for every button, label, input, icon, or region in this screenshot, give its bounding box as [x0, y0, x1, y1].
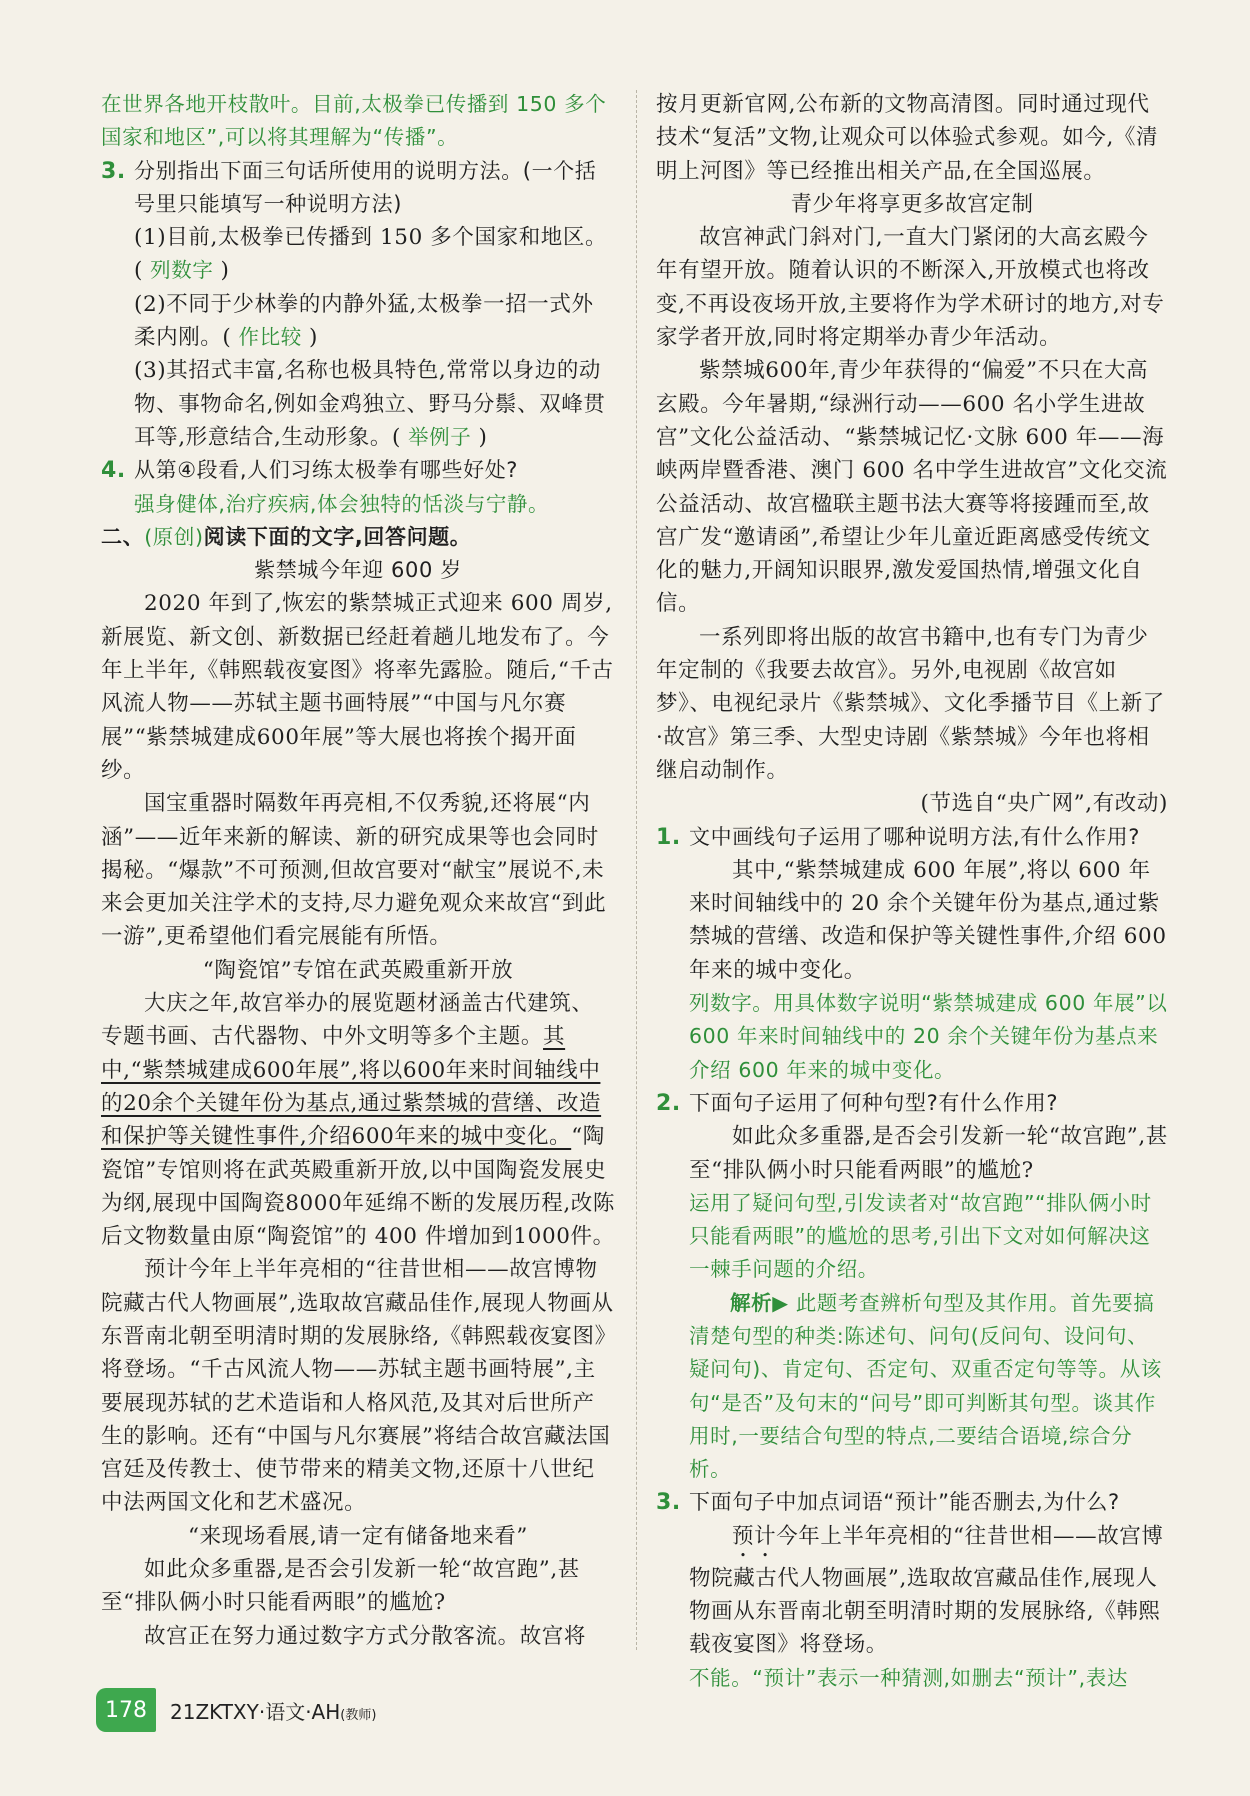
- answer-text: 作比较: [231, 325, 309, 350]
- analysis-text: 此题考查辨析句型及其作用。首先要搞清楚句型的种类:陈述句、问句(反问句、设问句、疑问句)、肯定句、否定句、双重否定句等等。从该句“是否”及句末的“问号”即可判断其句型。谈其作用时,一要结合句型的特点,二要结合语境,综合分析。: [689, 1290, 1162, 1482]
- answer-text: 列数字。用具体数字说明“紫禁城建成 600 年展”以 600 年来时间轴线中的 20 余个关键年份为基点来介绍 600 年来的城中变化。: [689, 991, 1168, 1082]
- question-text: 下面句子中加点词语“预计”能否删去,为什么?: [689, 1490, 1120, 1515]
- answer-text: 列数字: [143, 258, 221, 283]
- book-code-text: 21ZKTXY·语文·AH: [170, 1699, 341, 1724]
- paragraph-text: 今年上半年亮相的“往昔世相——故宫博物院藏古代人物画展”,选取故宫藏品佳作,展现人物画从东晋南北朝至明清时期的发展脉络,《韩熙载夜宴图》将登场。“千古风流人物——苏轼主题书画特展”,主要展现苏轼的艺术造诣和人格风范,及其对后世所产生的影响。还有“中国与凡尔赛展”将结合故宫藏法国宫廷及传教士、使节带来的精美文物,还原十八世纪中法两国文化和艺术盛况。: [101, 1257, 614, 1516]
- quoted-sentence: [656, 1520, 1168, 1662]
- section-text: 阅读下面的文字,回答问题。: [203, 524, 472, 549]
- quote-text: 今年上半年亮相的“往昔世相——故宫博物院藏古代人物画展”,选取故宫藏品佳作,展现人物画从东晋南北朝至明清时期的发展脉络,《韩熙载夜宴图》将登场。: [689, 1523, 1164, 1658]
- question-number: 1.: [656, 824, 681, 850]
- sub-question-1: [101, 221, 615, 288]
- page-footer: [96, 1686, 376, 1734]
- paragraph: 紫禁城600年,青少年获得的“偏爱”不只在大高玄殿。今年暑期,“绿洲行动——600 名小学生进故宫”文化公益活动、“紫禁城记忆·文脉 600 年——海峡两岸暨香港、澳门 600 名中学生进故宫”文化交流公益活动、故宫楹联主题书法大赛等将接踵而至,故宫广发“邀请函”,希望让少年儿童近距离感受传统文化的魅力,开阔知识眼界,激发爱国热情,增强文化自信。: [656, 358, 1168, 617]
- question-number: 3.: [101, 158, 126, 184]
- question-2: [656, 1087, 1168, 1120]
- sub-question-3: [101, 354, 615, 454]
- original-tag: (原创): [144, 524, 204, 549]
- section-number: 二、: [101, 524, 145, 549]
- quoted-sentence: 其中,“紫禁城建成 600 年展”,将以 600 年来时间轴线中的 20 余个关键年份为基点,通过紫禁城的营缮、改造和保护等关键性事件,介绍 600 年来的城中变化。: [689, 857, 1167, 983]
- answer-text: 强身健体,治疗疾病,体会独特的恬淡与宁静。: [134, 491, 550, 516]
- paragraph-text: “陶瓷馆”专馆则将在武英殿重新开放,以中国陶瓷发展史为纲,展现中国陶瓷8000年延绵不断的发展历程,改陈后文物数量由原“陶瓷馆”的 400 件增加到1000件。: [101, 1124, 615, 1250]
- paragraph: 2020 年到了,恢宏的紫禁城正式迎来 600 周岁,新展览、新文创、新数据已经赶着趟儿地发布了。今年上半年,《韩熙载夜宴图》将率先露脸。随后,“千古风流人物——苏轼主题书画特展”“中国与凡尔赛展”“紫禁城建成600年展”等大展也将挨个揭开面纱。: [101, 591, 614, 783]
- question-text: 文中画线句子运用了哪种说明方法,有什么作用?: [689, 824, 1141, 849]
- paren-close: ): [308, 325, 318, 351]
- paragraph: 按月更新官网,公布新的文物高清图。同时通过现代技术“复活”文物,让观众可以体验式参观。如今,《清明上河图》等已经推出相关产品,在全国巡展。: [656, 92, 1159, 184]
- subheading: “陶瓷馆”专馆在武英殿重新开放: [202, 957, 514, 983]
- question-3: [101, 155, 615, 222]
- underlined-sentence: 其中,“紫禁城建成600年展”,将以600年来时间轴线中的20余个关键年份为基点,通过紫禁城的营缮、改造和保护等关键性事件,介绍600年来的城中变化。: [101, 1024, 602, 1150]
- paragraph: [101, 987, 615, 1253]
- section-heading: [101, 521, 615, 554]
- question-number: 2.: [656, 1090, 681, 1116]
- question-4: [101, 454, 615, 487]
- source-note: (节选自“央广网”,有改动): [920, 791, 1168, 817]
- sub-question-text: (1)目前,太极拳已传播到 150 多个国家和地区。(: [134, 225, 608, 284]
- paragraph: 如此众多重器,是否会引发新一轮“故宫跑”,甚至“排队俩小时只能看两眼”的尴尬?: [101, 1557, 580, 1616]
- paragraph: 故宫神武门斜对门,一直大门紧闭的大高玄殿今年有望开放。随着认识的不断深入,开放模式也将改变,不再设夜场开放,主要将作为学术研讨的地方,对专家学者开放,同时将定期举办青少年活动。: [656, 225, 1165, 351]
- paragraph: 故宫正在努力通过数字方式分散客流。故宫将: [144, 1623, 587, 1649]
- sub-question-2: [101, 288, 615, 355]
- sub-question-text: (3)其招式丰富,名称也极具特色,常常以身边的动物、事物命名,例如金鸡独立、野马分鬃、双峰贯耳等,形意结合,生动形象。(: [134, 358, 606, 450]
- subheading: 青少年将享更多故宫定制: [790, 191, 1034, 217]
- paragraph-text: 预计: [144, 1257, 189, 1283]
- paragraph: 国宝重器时隔数年再亮相,不仅秀貌,还将展“内涵”——近年来新的解读、新的研究成果等也会同时揭秘。“爆款”不可预测,但故宫要对“献宝”展说不,未来会更加关注学术的支持,尽力避免观众来故宫“到此一游”,更希望他们看完展能有所悟。: [101, 791, 607, 950]
- teacher-tag: (教师): [340, 1707, 377, 1723]
- article-title: 紫禁城今年迎 600 岁: [254, 558, 462, 583]
- quoted-sentence: 如此众多重器,是否会引发新一轮“故宫跑”,甚至“排队俩小时只能看两眼”的尴尬?: [689, 1124, 1168, 1183]
- analysis: [656, 1287, 1168, 1487]
- paren-close: ): [478, 424, 488, 450]
- paren-close: ): [220, 258, 230, 284]
- sub-question-text: (2)不同于少林拳的内静外猛,太极拳一招一式外柔内刚。(: [134, 291, 594, 351]
- answer-text: 运用了疑问句型,引发读者对“故宫跑”“排队俩小时只能看两眼”的尴尬的思考,引出下文对如何解决这一棘手问题的介绍。: [689, 1190, 1152, 1282]
- dotted-word: 预计: [732, 1523, 777, 1549]
- column-divider: [636, 90, 637, 1650]
- question-1: [656, 821, 1168, 854]
- answer-text: 举例子: [400, 424, 479, 449]
- question-number: 3.: [656, 1490, 681, 1516]
- analysis-label: 解析▶: [730, 1290, 789, 1315]
- paragraph: 一系列即将出版的故宫书籍中,也有专门为青少年定制的《我要去故宫》。另外,电视剧《故宫如梦》、电视纪录片《紫禁城》、文化季播节目《上新了·故宫》第三季、大型史诗剧《紫禁城》今年也将相继启动制作。: [656, 624, 1165, 783]
- book-code: [170, 1696, 376, 1725]
- answer-text: 在世界各地开枝散叶。目前,太极拳已传播到 150 多个国家和地区”,可以将其理解为“传播”。: [101, 92, 607, 150]
- question-number: 4.: [101, 458, 126, 484]
- right-column: [656, 88, 1168, 1695]
- paragraph-text: 大庆之年,故宫举办的展览题材涵盖古代建筑、专题书画、古代器物、中外文明等多个主题。: [101, 991, 594, 1050]
- question-text: 分别指出下面三句话所使用的说明方法。(一个括号里只能填写一种说明方法): [134, 158, 597, 216]
- question-3-right: [656, 1486, 1168, 1519]
- question-text: 下面句子运用了何种句型?有什么作用?: [689, 1090, 1059, 1115]
- page-number: 178: [96, 1688, 156, 1732]
- question-text: 从第④段看,人们习练太极拳有哪些好处?: [134, 458, 519, 483]
- answer-text: 不能。“预计”表示一种猜测,如删去“预计”,表达: [689, 1665, 1128, 1690]
- subheading: “来现场看展,请一定有储备地来看”: [187, 1523, 529, 1549]
- paragraph: [101, 1253, 615, 1519]
- left-column: [101, 88, 615, 1653]
